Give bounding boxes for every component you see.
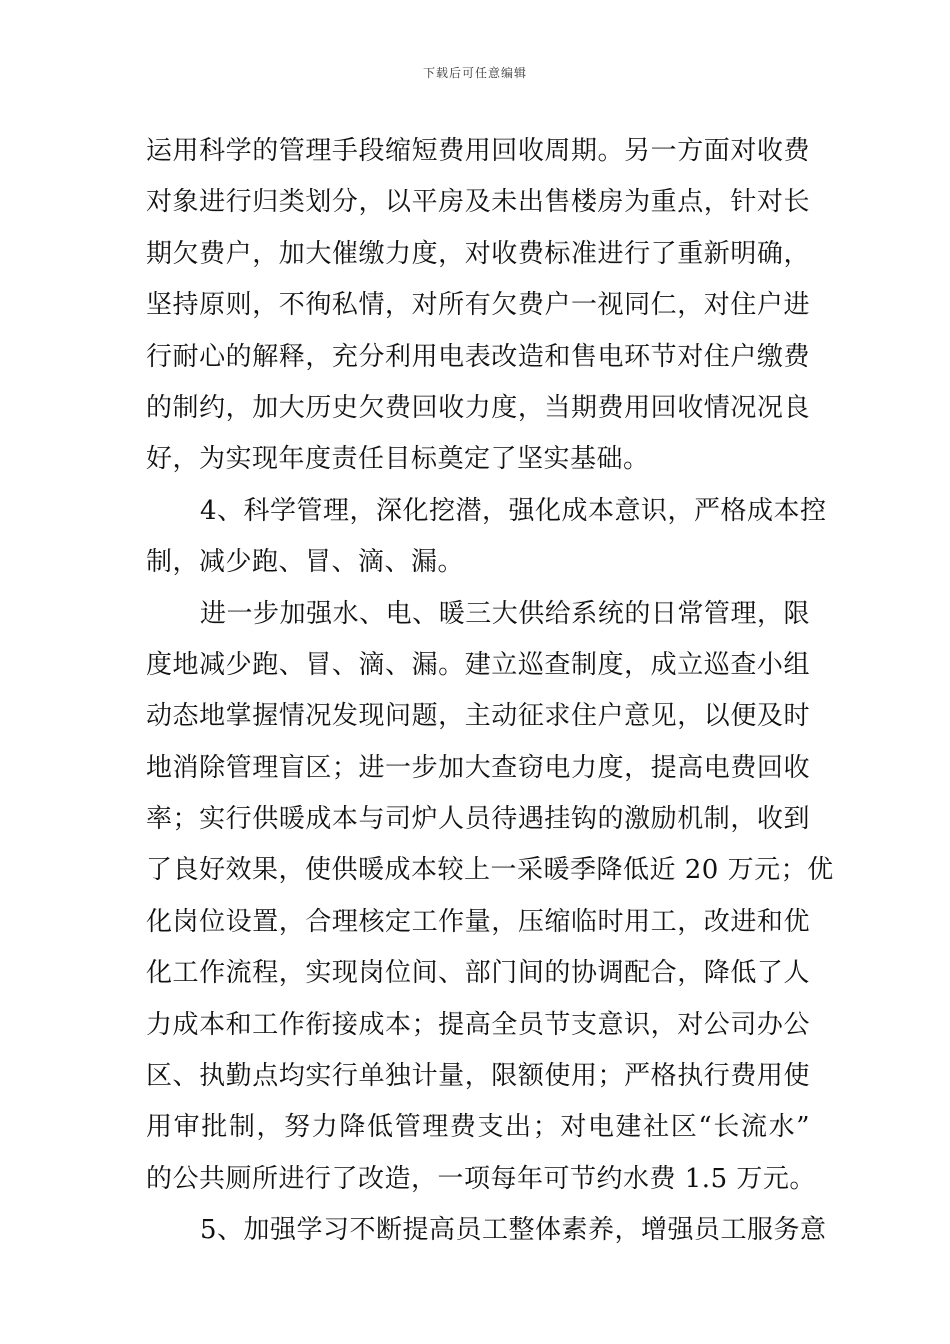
text-line: 区、执勤点均实行单独计量，限额使用；严格执行费用使 (146, 1061, 810, 1092)
text-line: 4、科学管理，深化挖潜，强化成本意识，严格成本控 (200, 495, 827, 526)
text-line: 制，减少跑、冒、滴、漏。 (146, 547, 465, 578)
text-line: 运用科学的管理手段缩短费用回收周期。另一方面对收费 (146, 136, 810, 166)
text-line: 的制约，加大历史欠费回收力度，当期费用回收情况况良 (146, 392, 810, 423)
text-line: 度地减少跑、冒、滴、漏。建立巡查制度，成立巡查小组 (146, 649, 810, 680)
text-line: 地消除管理盲区；进一步加大查窃电力度，提高电费回收 (146, 752, 810, 783)
text-line: 期欠费户，加大催缴力度，对收费标准进行了重新明确， (146, 238, 810, 269)
text-line: 率；实行供暖成本与司炉人员待遇挂钩的激励机制，收到 (146, 804, 810, 835)
text-line: 对象进行归类划分，以平房及未出售楼房为重点，针对长 (146, 187, 810, 218)
text-line: 5、加强学习不断提高员工整体素养，增强员工服务意 (200, 1215, 827, 1246)
text-line: 用审批制，努力降低管理费支出；对电建社区“长流水” (146, 1112, 810, 1143)
text-line: 了良好效果，使供暖成本较上一采暖季降低近 20 万元；优 (146, 855, 834, 886)
text-line: 坚持原则，不徇私情，对所有欠费户一视同仁，对住户进 (146, 290, 810, 321)
text-line: 好，为实现年度责任目标奠定了坚实基础。 (146, 444, 650, 475)
page-header-note: 下载后可任意编辑 (422, 66, 527, 80)
text-line: 进一步加强水、电、暖三大供给系统的日常管理，限 (200, 598, 810, 629)
document-body (146, 126, 834, 1257)
text-line: 力成本和工作衔接成本；提高全员节支意识，对公司办公 (146, 1009, 810, 1040)
text-line: 化工作流程，实现岗位间、部门间的协调配合，降低了人 (146, 958, 810, 989)
text-line: 的公共厕所进行了改造，一项每年可节约水费 1.5 万元。 (146, 1163, 816, 1194)
text-line: 化岗位设置，合理核定工作量，压缩临时用工，改进和优 (146, 906, 810, 937)
text-line: 动态地掌握情况发现问题，主动征求住户意见，以便及时 (146, 701, 810, 732)
text-line: 行耐心的解释，充分利用电表改造和售电环节对住户缴费 (146, 341, 810, 372)
